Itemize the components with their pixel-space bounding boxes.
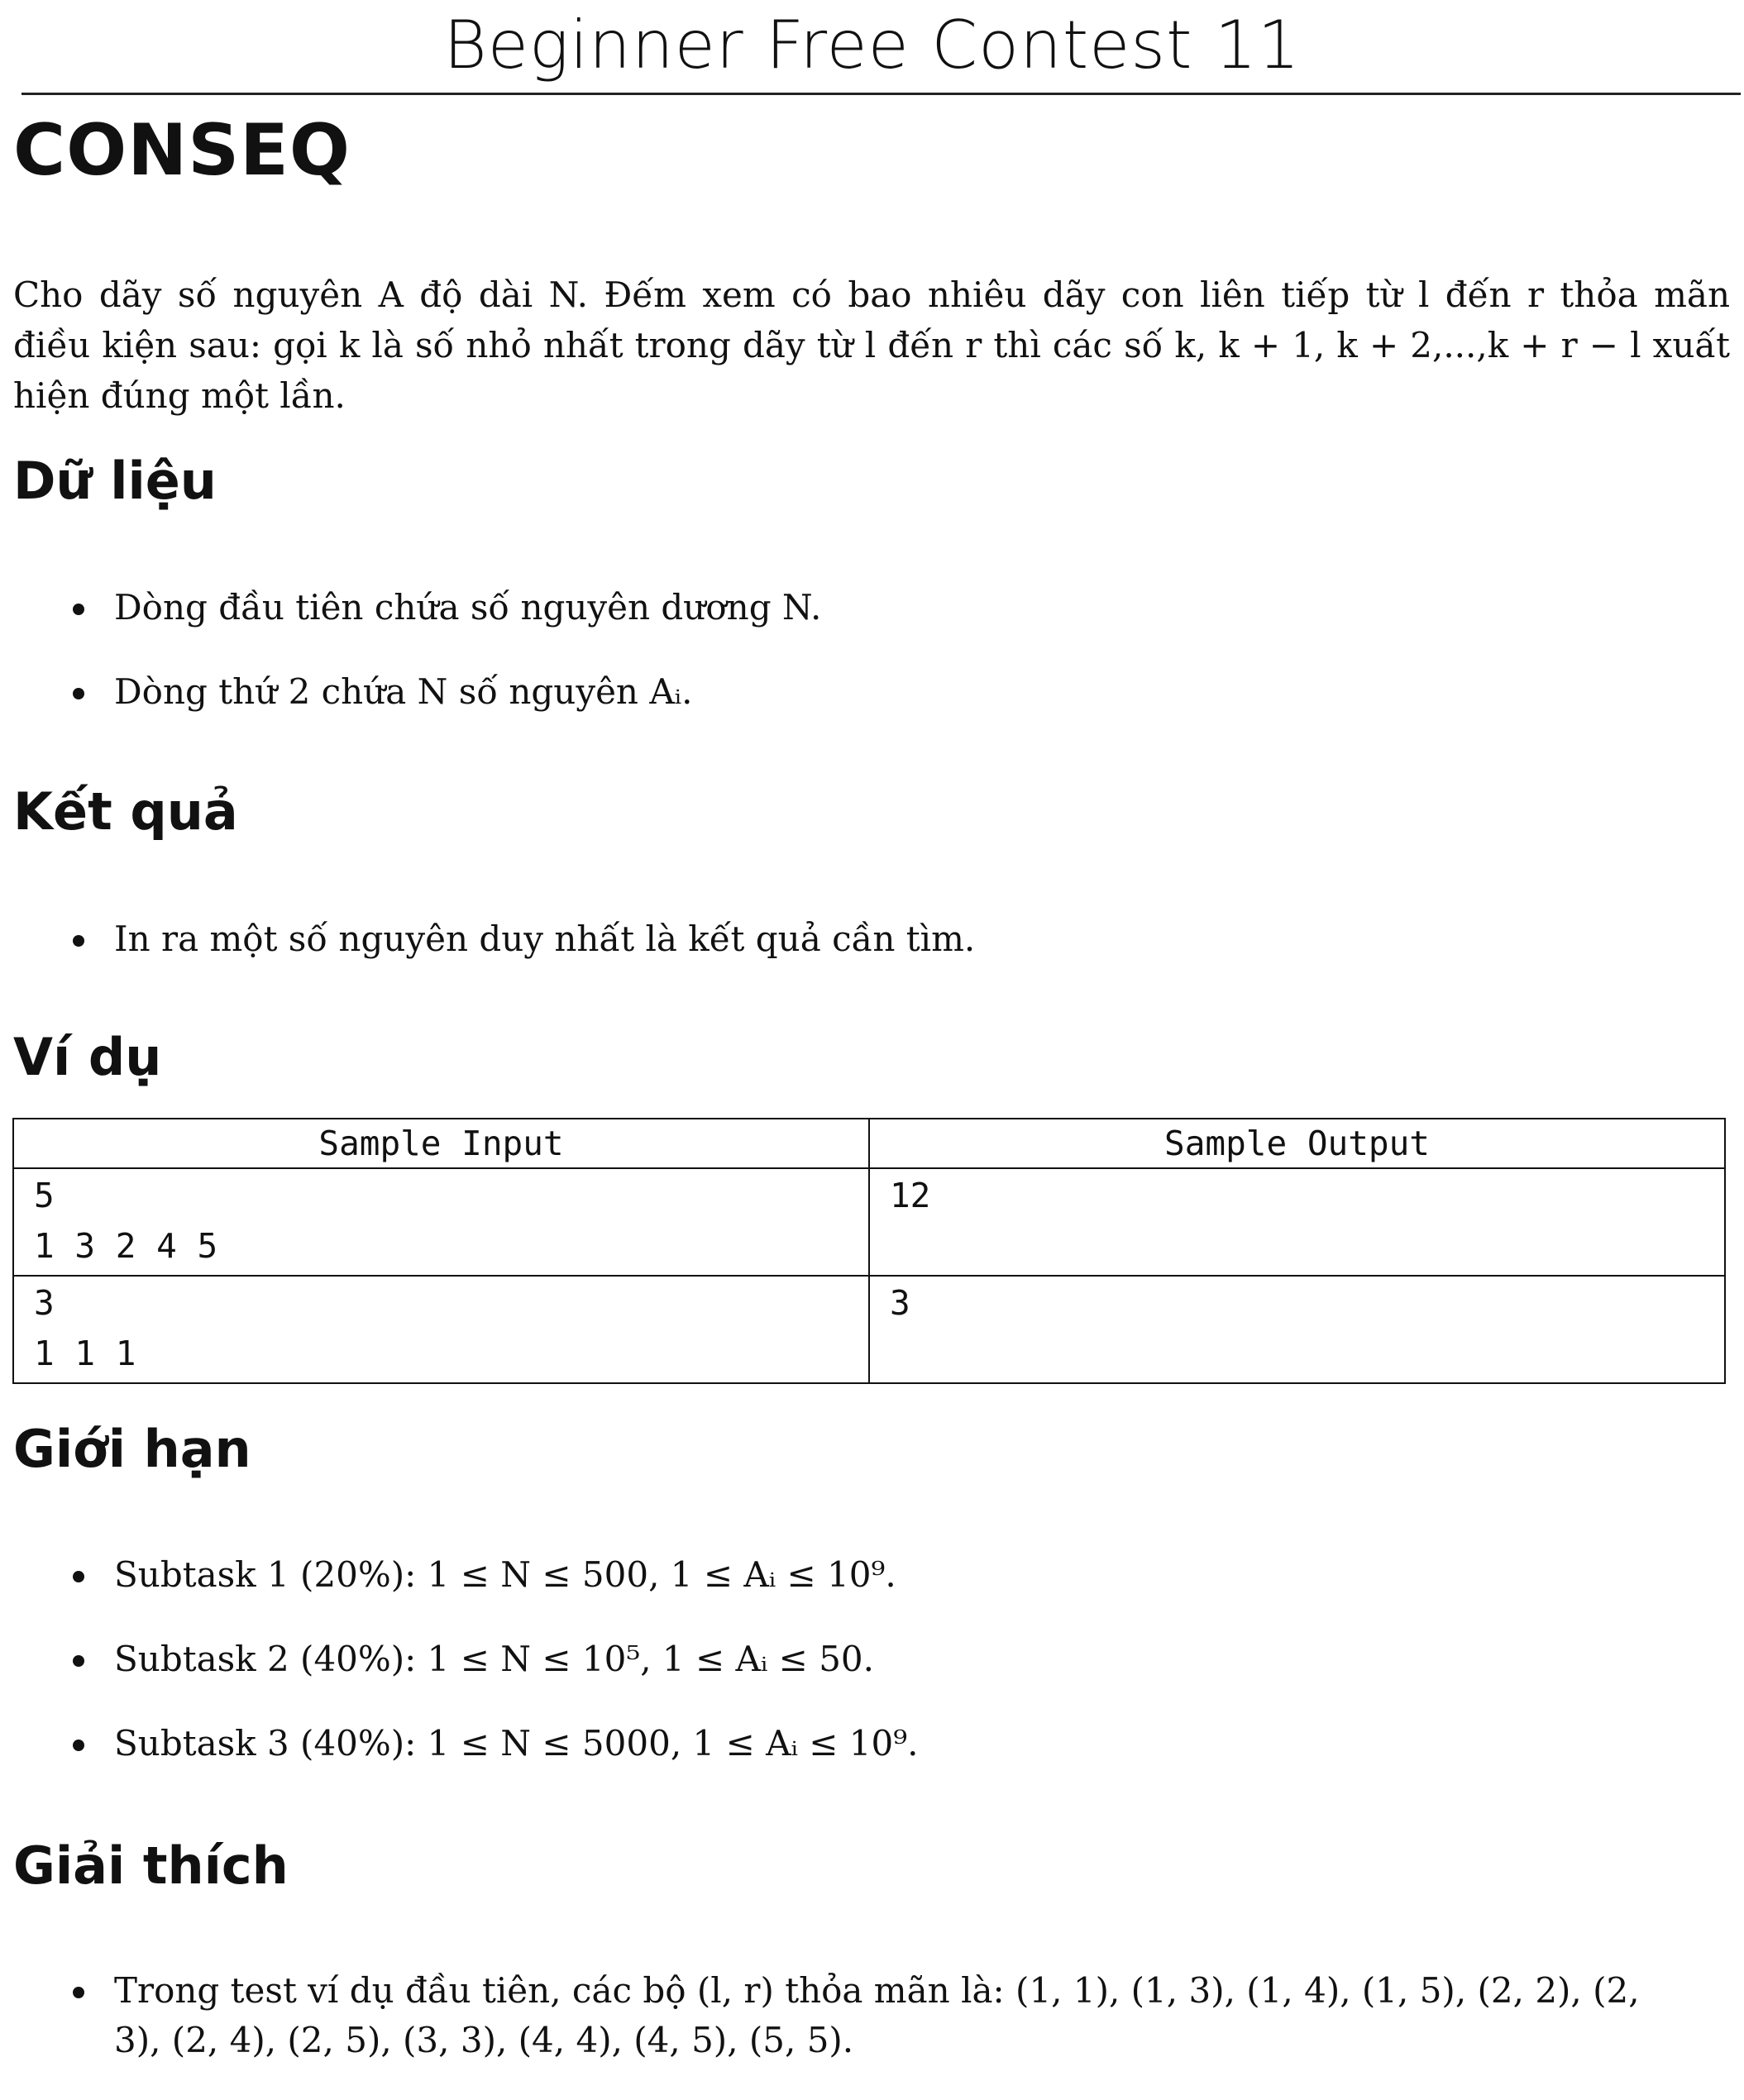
list-item: Dòng đầu tiên chứa số nguyên dương N.: [0, 583, 821, 632]
sample-table: [12, 1118, 1726, 1384]
list-item: Subtask 1 (20%): 1 ≤ N ≤ 500, 1 ≤ Aᵢ ≤ 10⁹.: [0, 1550, 918, 1600]
sample-output-cell: 3: [869, 1276, 1725, 1383]
statement-line: Cho dãy số nguyên A độ dài N. Đếm xem có bao nhiêu dãy con liên tiếp từ l đến r thỏa mãn: [13, 274, 1730, 315]
statement-line: hiện đúng một lần.: [13, 375, 346, 416]
statement-line: điều kiện sau: gọi k là số nhỏ nhất trong dãy từ l đến r thì các số k, k + 1, k + 2,...,k + r − l xuất: [13, 325, 1730, 365]
table-row: [13, 1276, 1725, 1383]
section-title-explanation: Giải thích: [13, 1835, 289, 1896]
section-title-limits: Giới hạn: [13, 1419, 251, 1479]
explanation-list: [0, 1966, 1677, 2100]
table-row: [13, 1168, 1725, 1276]
bullet-icon: [73, 604, 84, 615]
list-item: Subtask 2 (40%): 1 ≤ N ≤ 10⁵, 1 ≤ Aᵢ ≤ 50.: [0, 1635, 918, 1684]
list-item: Trong test ví dụ đầu tiên, các bộ (l, r) thỏa mãn là: (1, 1), (1, 3), (1, 4), (1, 5), (2, 2), (2, 3), (2, 4), (2, 5), (3, 3), (4, 4), (4, 5), (5, 5).: [0, 1966, 1677, 2065]
bullet-icon: [73, 688, 84, 699]
limits-list: [0, 1550, 918, 1803]
section-title-input: Dữ liệu: [13, 451, 217, 511]
header-divider: [22, 93, 1741, 95]
bullet-icon: [73, 935, 84, 947]
bullet-icon: [73, 1740, 84, 1751]
problem-code: CONSEQ: [13, 109, 351, 192]
sample-input-cell: 5 1 3 2 4 5: [13, 1168, 869, 1276]
list-item: Dòng thứ 2 chứa N số nguyên Aᵢ.: [0, 667, 821, 717]
list-item: In ra một số nguyên duy nhất là kết quả cần tìm.: [0, 914, 975, 964]
bullet-icon: [73, 1571, 84, 1582]
table-header-row: [13, 1119, 1725, 1168]
column-header: Sample Input: [13, 1119, 869, 1168]
sample-output-cell: 12: [869, 1168, 1725, 1276]
section-title-example: Ví dụ: [13, 1027, 162, 1087]
input-list: [0, 583, 821, 752]
list-item: Subtask 3 (40%): 1 ≤ N ≤ 5000, 1 ≤ Aᵢ ≤ 10⁹.: [0, 1719, 918, 1768]
section-title-output: Kết quả: [13, 781, 238, 842]
problem-statement: [13, 270, 1730, 421]
column-header: Sample Output: [869, 1119, 1725, 1168]
sample-input-cell: 3 1 1 1: [13, 1276, 869, 1383]
contest-title: Beginner Free Contest 11: [443, 7, 1301, 84]
bullet-icon: [73, 1655, 84, 1667]
output-list: [0, 914, 975, 999]
bullet-icon: [73, 1987, 84, 1998]
